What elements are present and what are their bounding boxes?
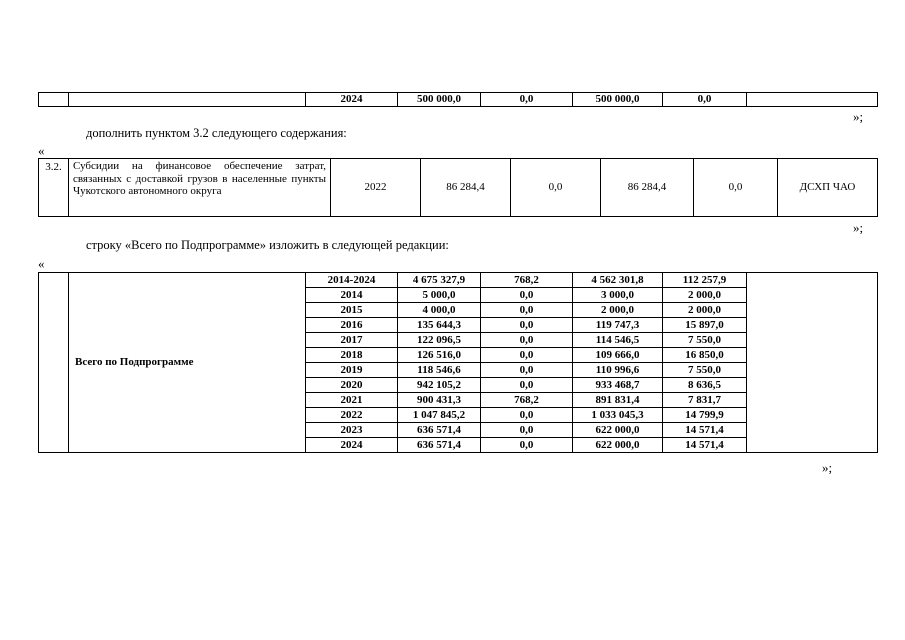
total-value: 119 747,3 [573,318,663,333]
cell-number [39,93,69,107]
total-value: 1 033 045,3 [573,408,663,423]
total-year: 2019 [306,363,398,378]
item-total: 86 284,4 [421,159,511,217]
total-value: 109 666,0 [573,348,663,363]
total-value: 0,0 [481,333,573,348]
total-year: 2023 [306,423,398,438]
total-value: 122 096,5 [398,333,481,348]
item-other: 0,0 [694,159,778,217]
total-value: 0,0 [481,288,573,303]
total-value: 0,0 [481,423,573,438]
total-value: 14 571,4 [663,438,747,453]
total-value: 768,2 [481,273,573,288]
table-row [39,273,878,288]
total-value: 5 000,0 [398,288,481,303]
total-value: 14 799,9 [663,408,747,423]
total-value: 7 550,0 [663,333,747,348]
total-value: 622 000,0 [573,438,663,453]
total-value: 0,0 [481,408,573,423]
total-value: 0,0 [481,378,573,393]
cell-regional: 500 000,0 [573,93,663,107]
total-value: 14 571,4 [663,423,747,438]
total-value: 2 000,0 [663,288,747,303]
total-value: 942 105,2 [398,378,481,393]
total-year: 2016 [306,318,398,333]
total-value: 4 675 327,9 [398,273,481,288]
table-total [38,272,878,453]
total-value: 7 550,0 [663,363,747,378]
total-value: 768,2 [481,393,573,408]
closing-quote: »; [853,109,864,124]
total-year: 2014-2024 [306,273,398,288]
total-year: 2020 [306,378,398,393]
item-regional: 86 284,4 [601,159,694,217]
table-row-2024-top [38,92,878,107]
item-year: 2022 [331,159,421,217]
total-value: 126 516,0 [398,348,481,363]
item-number: 3.2. [39,159,69,217]
total-year: 2014 [306,288,398,303]
total-value: 4 000,0 [398,303,481,318]
total-value: 3 000,0 [573,288,663,303]
total-value: 2 000,0 [573,303,663,318]
item-description: Субсидии на финансовое обеспечение затрат, связанных с доставкой грузов в населенные пункты Чукотского автономного округа [69,159,331,217]
table-item-3-2 [38,158,878,217]
total-year: 2015 [306,303,398,318]
total-value: 636 571,4 [398,438,481,453]
total-value: 933 468,7 [573,378,663,393]
total-label: Всего по Подпрограмме [69,273,306,453]
total-value: 16 850,0 [663,348,747,363]
cell-federal: 0,0 [481,93,573,107]
total-value: 118 546,6 [398,363,481,378]
total-value: 622 000,0 [573,423,663,438]
cell-year: 2024 [306,93,398,107]
total-value: 0,0 [481,363,573,378]
closing-quote: »; [822,460,833,475]
total-value: 0,0 [481,438,573,453]
total-value: 8 636,5 [663,378,747,393]
total-value: 0,0 [481,303,573,318]
instruction-text: строку «Всего по Подпрограмме» изложить в следующей редакции: [86,238,449,252]
opening-quote: « [38,256,45,271]
total-value: 0,0 [481,318,573,333]
total-value: 135 644,3 [398,318,481,333]
total-number-cell [39,273,69,453]
total-value: 2 000,0 [663,303,747,318]
cell-description [69,93,306,107]
total-value: 891 831,4 [573,393,663,408]
instruction-text: дополнить пунктом 3.2 следующего содержания: [86,126,347,140]
total-value: 112 257,9 [663,273,747,288]
total-year: 2021 [306,393,398,408]
total-value: 1 047 845,2 [398,408,481,423]
total-value: 0,0 [481,348,573,363]
total-value: 900 431,3 [398,393,481,408]
total-value: 110 996,6 [573,363,663,378]
total-year: 2017 [306,333,398,348]
total-value: 636 571,4 [398,423,481,438]
total-value: 4 562 301,8 [573,273,663,288]
cell-executor [747,93,878,107]
total-value: 15 897,0 [663,318,747,333]
item-executor: ДСХП ЧАО [778,159,878,217]
cell-total: 500 000,0 [398,93,481,107]
cell-other: 0,0 [663,93,747,107]
opening-quote: « [38,143,45,158]
closing-quote: »; [853,220,864,235]
total-year: 2024 [306,438,398,453]
total-executor-cell [747,273,878,453]
item-federal: 0,0 [511,159,601,217]
total-value: 114 546,5 [573,333,663,348]
total-year: 2018 [306,348,398,363]
total-value: 7 831,7 [663,393,747,408]
total-year: 2022 [306,408,398,423]
